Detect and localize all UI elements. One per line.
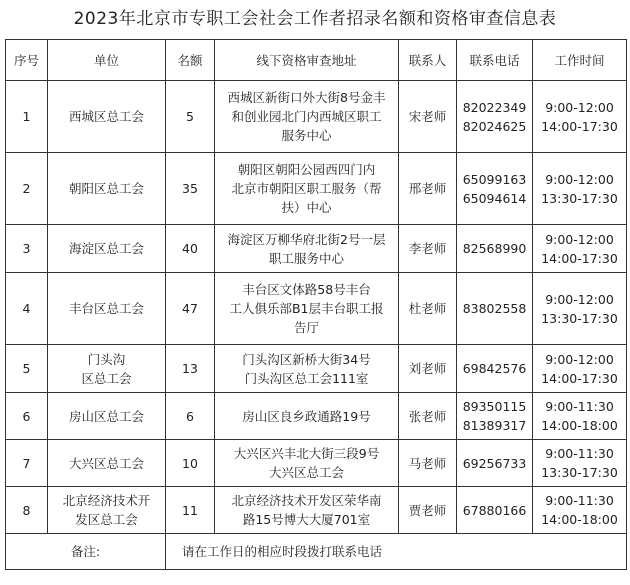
cell-hours: 9:00-12:00 14:00-17:30 (533, 225, 627, 273)
cell-hours: 9:00-12:00 13:30-17:30 (533, 273, 627, 345)
cell-quota: 11 (166, 487, 215, 534)
cell-contact: 宋老师 (399, 81, 457, 153)
cell-address: 房山区良乡政通路19号 (215, 393, 399, 440)
cell-quota: 5 (166, 81, 215, 153)
cell-hours: 9:00-12:00 14:00-17:30 (533, 81, 627, 153)
cell-address: 门头沟区新桥大街34号 门头沟区总工会111室 (215, 345, 399, 393)
cell-unit: 丰台区总工会 (48, 273, 166, 345)
cell-unit: 大兴区总工会 (48, 440, 166, 487)
header-no: 序号 (6, 40, 48, 81)
note-label: 备注: (6, 534, 166, 570)
cell-address: 西城区新街口外大街8号金丰 和创业园北门内西城区职工 服务中心 (215, 81, 399, 153)
table-row (6, 393, 627, 440)
cell-hours: 9:00-11:30 14:00-18:00 (533, 487, 627, 534)
cell-address: 朝阳区朝阳公园西四门内 北京市朝阳区职工服务（帮 扶）中心 (215, 153, 399, 225)
cell-quota: 35 (166, 153, 215, 225)
cell-contact: 马老师 (399, 440, 457, 487)
header-row (6, 40, 627, 81)
cell-quota: 47 (166, 273, 215, 345)
table-row (6, 81, 627, 153)
cell-address: 大兴区兴丰北大街三段9号 大兴区总工会 (215, 440, 399, 487)
cell-contact: 张老师 (399, 393, 457, 440)
header-address: 线下资格审查地址 (215, 40, 399, 81)
table-row (6, 225, 627, 273)
header-hours: 工作时间 (533, 40, 627, 81)
cell-no: 7 (6, 440, 48, 487)
cell-phone: 83802558 (457, 273, 533, 345)
header-phone: 联系电话 (457, 40, 533, 81)
cell-hours: 9:00-11:30 13:30-17:30 (533, 440, 627, 487)
cell-phone: 69842576 (457, 345, 533, 393)
cell-phone: 82022349 82024625 (457, 81, 533, 153)
cell-contact: 刘老师 (399, 345, 457, 393)
cell-contact: 贾老师 (399, 487, 457, 534)
cell-address: 北京经济技术开发区荣华南 路15号博大大厦701室 (215, 487, 399, 534)
cell-unit: 门头沟 区总工会 (48, 345, 166, 393)
header-contact: 联系人 (399, 40, 457, 81)
cell-no: 4 (6, 273, 48, 345)
cell-hours: 9:00-11:30 14:00-18:00 (533, 393, 627, 440)
cell-phone: 69256733 (457, 440, 533, 487)
header-quota: 名额 (166, 40, 215, 81)
cell-unit: 西城区总工会 (48, 81, 166, 153)
cell-phone: 65099163 65094614 (457, 153, 533, 225)
cell-phone: 67880166 (457, 487, 533, 534)
table-row (6, 440, 627, 487)
cell-no: 2 (6, 153, 48, 225)
cell-unit: 北京经济技术开 发区总工会 (48, 487, 166, 534)
cell-address: 丰台区文体路58号丰台 工人俱乐部B1层丰台职工报 告厅 (215, 273, 399, 345)
cell-contact: 邢老师 (399, 153, 457, 225)
note-row (6, 534, 627, 570)
cell-phone: 89350115 81389317 (457, 393, 533, 440)
cell-quota: 10 (166, 440, 215, 487)
cell-quota: 6 (166, 393, 215, 440)
cell-no: 6 (6, 393, 48, 440)
note-text: 请在工作日的相应时段拨打联系电话 (166, 534, 627, 570)
cell-no: 8 (6, 487, 48, 534)
cell-contact: 杜老师 (399, 273, 457, 345)
header-unit: 单位 (48, 40, 166, 81)
info-table (5, 39, 627, 570)
table-row (6, 345, 627, 393)
table-row (6, 273, 627, 345)
cell-address: 海淀区万柳华府北街2号一层 职工服务中心 (215, 225, 399, 273)
cell-contact: 李老师 (399, 225, 457, 273)
cell-phone: 82568990 (457, 225, 533, 273)
cell-quota: 13 (166, 345, 215, 393)
table-row (6, 153, 627, 225)
cell-quota: 40 (166, 225, 215, 273)
table-row (6, 487, 627, 534)
cell-hours: 9:00-12:00 14:00-17:30 (533, 345, 627, 393)
cell-unit: 海淀区总工会 (48, 225, 166, 273)
cell-no: 3 (6, 225, 48, 273)
cell-hours: 9:00-12:00 13:30-17:30 (533, 153, 627, 225)
cell-no: 1 (6, 81, 48, 153)
cell-no: 5 (6, 345, 48, 393)
cell-unit: 房山区总工会 (48, 393, 166, 440)
document-title: 2023年北京市专职工会社会工作者招录名额和资格审查信息表 (73, 9, 557, 29)
cell-unit: 朝阳区总工会 (48, 153, 166, 225)
